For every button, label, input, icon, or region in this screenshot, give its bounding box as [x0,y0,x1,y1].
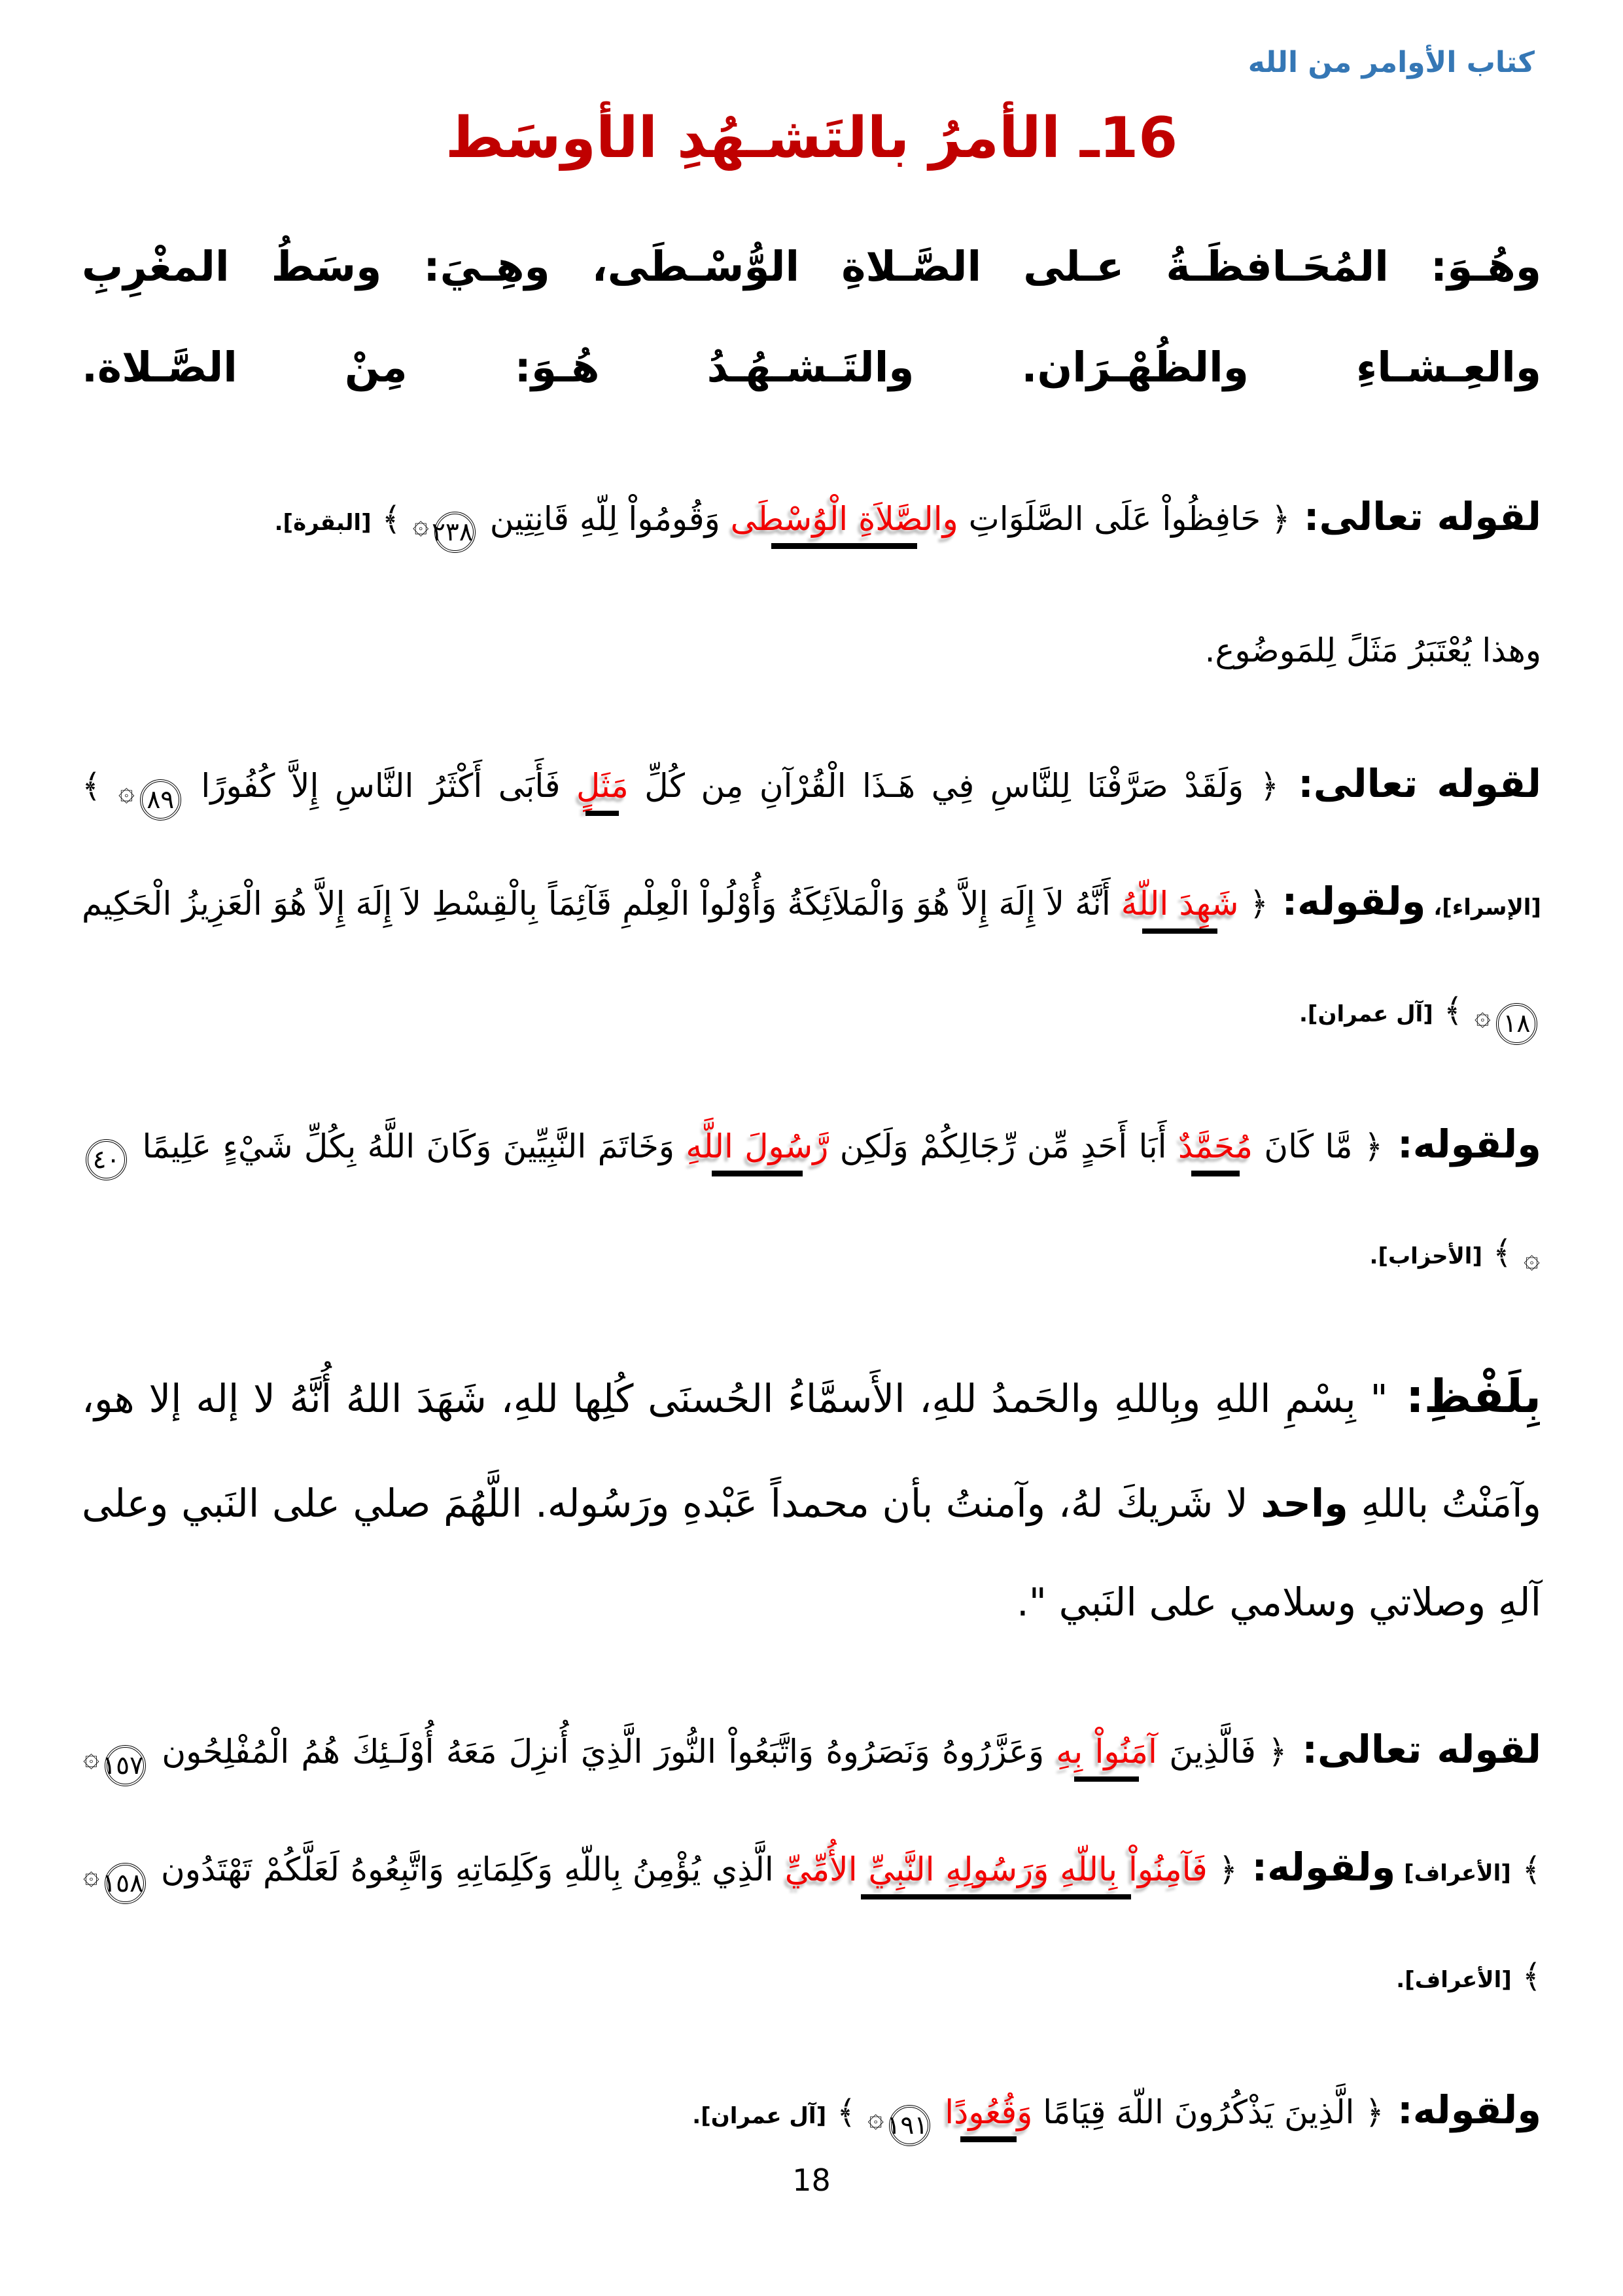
text-segment-lead: لقوله تعالى: [1290,493,1541,539]
rosette-ornament: ۞ [83,1859,99,1892]
text-segment-quran: ﴾ [1482,1233,1523,1272]
text-segment-ref: [آل عمران]. [692,2102,827,2129]
text-segment-ref: [الأعراف] [1395,1860,1511,1887]
ayah-number-ornament: ١٩١ [889,2105,930,2146]
text-segment-red: والصَّلاَةِ الْوُسْطَى [730,499,958,538]
text-segment-quran: ﴾ [826,2093,867,2131]
text-segment-quran: ﴾ [1433,991,1473,1029]
text-segment-red: رَّسُولَ اللَّهِ [686,1127,829,1165]
chapter-title: 16ـ الأمرُ بالتَشـهُدِ الأوسَط [445,105,1178,171]
rosette-ornament: ۞ [1474,1000,1491,1033]
text-segment-quran: ﴿ حَافِظُواْ عَلَى الصَّلَوَاتِ [958,499,1291,538]
text-segment-lead: لقوله تعالى: [1279,761,1541,807]
text-segment-ref: [آل عمران]. [1299,1001,1433,1027]
text-segment-hadith: لا شَريكَ لهُ، وآمنتُ بأن محمداً عَبْدهِ ورَسُوله. اللَّهُمَ صلي على النَبي وعلى آلهِ وصلاتي وسلامي على النَبي ". [82,1481,1541,1625]
text-segment-quran: ﴿ فَالَّذِينَ [1157,1733,1287,1771]
text-segment-quran: وَخَاتَمَ النَّبِيِّينَ وَكَانَ اللَّهُ بِكُلِّ شَيْءٍ عَلِيمًا [131,1127,686,1165]
ayah-number-ornament: ١٨ [1496,1003,1537,1044]
quran-paragraph-araf [82,1691,1541,2026]
text-segment-lead: ولقوله: [1268,879,1426,925]
text-segment-lead: ولقوله: [1383,1121,1541,1167]
text-segment-quran: ﴾ [371,499,411,538]
text-segment-lead: لقوله تعالى: [1287,1727,1541,1773]
text-segment-quran: ﴿ وَلَقَدْ صَرَّفْنَا لِلنَّاسِ فِي هَـذَا الْقُرْآنِ مِن كُلِّ [628,767,1280,805]
ayah-number-ornament: ٢٣٨ [434,512,476,553]
book-title-calligraphy: كتاب الأوامر من الله [1248,46,1535,79]
rosette-ornament: ۞ [83,1741,99,1774]
text-segment-lead: بِلَفْظِ: [1387,1369,1541,1423]
text-segment-quran: أَنَّهُ لاَ إِلَهَ إِلاَّ هُوَ وَالْمَلاَئِكَةُ وَأُوْلُواْ الْعِلْمِ قَآئِمَاً بِالْقِسْطِ لاَ إِلَهَ إِلاَّ هُوَ الْعَزِيزُ الْحَكِيم [82,885,1121,923]
rosette-ornament: ۞ [118,775,135,808]
rosette-ornament: ۞ [867,2101,884,2134]
text-segment-red: وَقُعُودًا [945,2093,1033,2131]
text-segment-quran: وَعَزَّرُوهُ وَنَصَرُوهُ وَاتَّبَعُواْ النُّورَ الَّذِيَ أُنزِلَ مَعَهُ أُوْلَـئِكَ هُمُ الْمُفْلِحُون [150,1733,1056,1771]
text-segment-quran: ﴿ مَّا كَانَ [1253,1127,1384,1165]
ayah-number-ornament: ١٥٨ [105,1863,146,1904]
quran-paragraph-baqarah [82,458,1541,576]
ayah-number-ornament: ١٥٧ [105,1745,146,1786]
text-segment-hadith-bold: واحد [1261,1481,1348,1527]
text-segment-quran: أَبَا أَحَدٍ مِّن رِّجَالِكُمْ وَلَكِن [828,1127,1178,1165]
text-segment-quran: وَقُومُواْ لِلّهِ قَانِتِين [479,499,731,538]
text-segment-red: شَهِدَ اللّهُ [1121,885,1239,923]
intro-paragraph: وهُـوَ: المُحَـافظَـةُ عـلى الصَّـلاةِ الوُّسْـطَى، وهِـيَ: وسَطُ المغْرِبِ والعِـشـاءِ والظُهْـرَان. والتَـشـهُـدُ هُـوَ: مِنْ الصَّـلاة. [82,243,1541,392]
text-segment-ref: [الأعراف]. [1396,1967,1512,1994]
text-segment-red: مُحَمَّدٌ [1178,1127,1253,1165]
text-segment-quran: ﴾ [82,767,117,805]
ayah-number-ornament: ٤٠ [86,1139,127,1180]
text-segment-ref: [الأحزاب]. [1369,1243,1482,1270]
quran-paragraph-imran-191 [82,2051,1541,2169]
text-segment-red: فَآمِنُواْ بِاللّهِ وَرَسُولِهِ النَّبِيِّ الأُمِّيِّ [784,1850,1208,1889]
ayah-number-ornament: ٨٩ [140,779,181,821]
text-segment-ref: [الإسراء]، [1425,894,1541,921]
page-number: 18 [792,2163,831,2198]
text-segment-ref: [البقرة]. [274,509,372,536]
comment-paragraph [82,601,1541,701]
text-segment-quran: الَّذِي يُؤْمِنُ بِاللّهِ وَكَلِمَاتِهِ وَاتَّبِعُوهُ لَعَلَّكُمْ تَهْتَدُون [150,1850,785,1889]
text-segment-lead: ولقوله: [1384,2087,1541,2132]
text-segment-red: آمَنُواْ بِهِ [1056,1733,1157,1771]
text-segment-red: مَثَلٍ [576,767,629,805]
rosette-ornament: ۞ [1524,1242,1540,1275]
hadith-paragraph [82,1339,1541,1651]
text-segment-quran: ﴾ [1511,1957,1541,1996]
quran-paragraph-ahzab [82,1086,1541,1303]
text-segment-quran: ﴿ [1207,1850,1238,1889]
text-segment-quran: ﴾ [1510,1850,1541,1889]
quran-paragraph-isra-imran [82,725,1541,1060]
text-segment-lead: ولقوله: [1237,1845,1396,1890]
text-segment-hadith: " بِسْمِ اللهِ وبِاللهِ والحَمدُ للهِ، الأَسمَّاءُ الحُسنَى كُلِها للهِ، شَهَدَ اللهُ أُنَّهُ لا إله إلا هو، وآمَنْتُ باللهِ [82,1375,1541,1527]
text-segment-quran [934,2093,945,2131]
text-segment-quran: فَأَبَى أَكْثَرُ النَّاسِ إِلاَّ كُفُورًا [184,767,577,805]
text-segment-quran: ﴿ الَّذِينَ يَذْكُرُونَ اللّهَ قِيَامًا [1032,2093,1384,2131]
text-segment-quran: ﴿ [1238,885,1268,923]
rosette-ornament: ۞ [412,508,429,540]
text-segment-plain: وهذا يُعْتَبَرُ مَثَلً لِلمَوضُوع. [1204,631,1541,669]
